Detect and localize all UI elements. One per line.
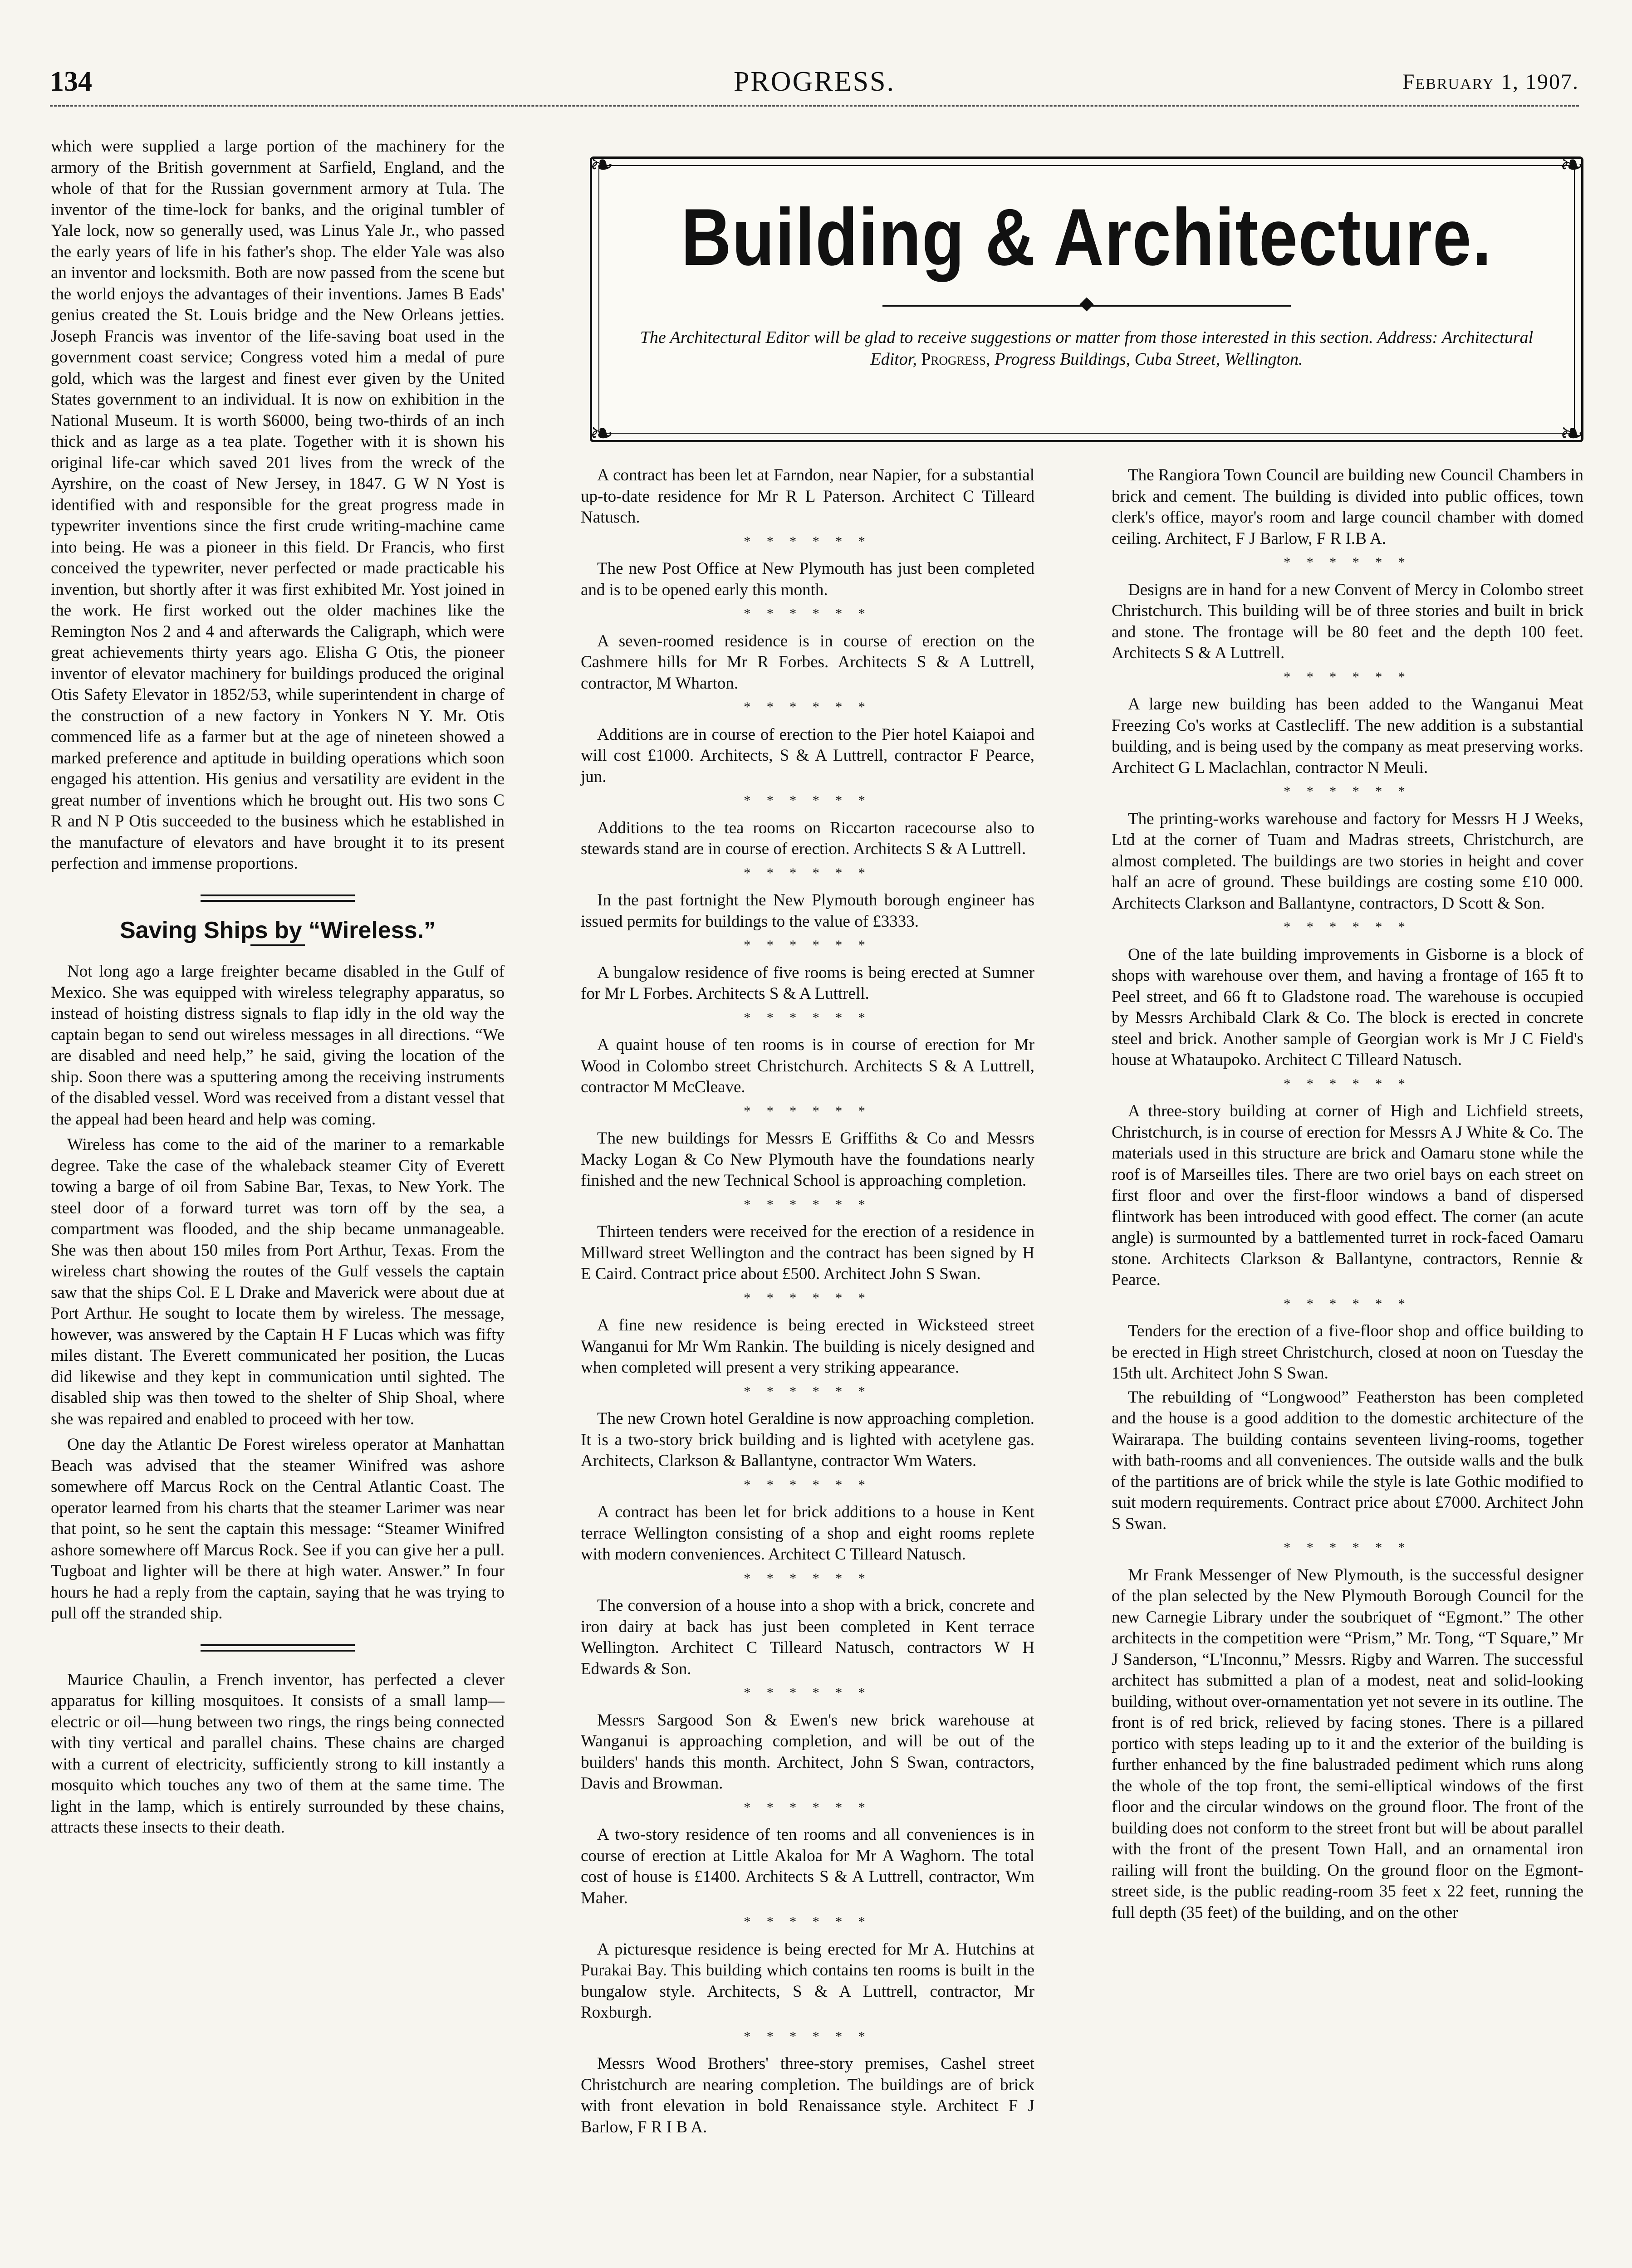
star-separator: * * * * * * — [1284, 919, 1411, 934]
article-continuation: which were supplied a large portion of the machinery for the armory of the British government at Sarfield, England, and the whole of that for the Russian government armory at Tula. The inventor of the time-lock for banks, and the original tumbler of Yale lock, now so generally used, was Linus Yale Jr., who passed the early years of life in his father's shop. The elder Yale was also an inventor and locksmith. Both are now passed from the scene but the world enjoys the advantages of their inventions. James B Eads' genius created the St. Louis bridge and the New Orleans jetties. Joseph Francis was inventor of the life-saving boat used in the government coast service; Congress voted him a medal of pure gold, which was the largest and finest ever given by the United States government to an individual. It is now on exhibition in the National Museum. It is worth $6000, being two-thirds of an inch thick and as large as a tea plate. Together with it is shown his original life-car which saved 201 lives from the wreck of the Ayrshire, on the coast of New Jersey, in 1847. G W N Yost is identified with and responsible for the great progress made in typewriter inventions since the first crude writing-machine came into being. He was a pioneer in this field. Dr Francis, who first conceived the typewriter, never perfected or made practicable his invention, but shortly after it was first exhibited Mr. Yost joined in the work. He first worked out the older machines like the Remington Nos 2 and 4 and afterwards the Caligraph, which were great achievements thirty years ago. Elisha G Otis, the pioneer inventor of elevator machinery for buildings produced the original Otis Safety Elevator in 1852/53, while superintendent in charge of the construction of a new factory in Yonkers N Y. Mr. Otis commenced life as a farmer but at the age of nineteen showed a marked preference and aptitude in building operations which soon engaged his attention. His genius and versatility are evident in the great number of inventions which he brought out. His two sons C R and N P Otis succeeded to the business which he established in the manufacture of elevators and have brought it to its present perfection and immense proportions. — [51, 137, 505, 873]
news-item: Tenders for the erection of a five-floor shop and office building to be erected in High street Christchurch, closed at noon on Tuesday the 15th ult. Architect John S Swan. — [1112, 1322, 1583, 1383]
news-item: The new buildings for Messrs E Griffiths & Co and Messrs Macky Logan & Co New Plymouth have the foundations nearly finished and the new Technical School is approaching completion. — [581, 1129, 1034, 1190]
section-banner — [589, 149, 1584, 450]
news-item: The new Post Office at New Plymouth has just been completed and is to be opened early this month. — [581, 559, 1034, 599]
news-item: Additions to the tea rooms on Riccarton racecourse also to stewards stand are in course of erection. Architects S & A Luttrell. — [581, 818, 1034, 858]
corner-flourish-icon: ❧ — [1559, 149, 1584, 181]
left-column — [51, 136, 505, 2268]
news-item: Messrs Wood Brothers' three-story premises, Cashel street Christchurch are nearing completion. The buildings are of brick with front elevation in bold Renaissance style. Architect F J Barlow, F R I B A. — [581, 2054, 1034, 2136]
news-item: Additions are in course of erection to the Pier hotel Kaiapoi and will cost £1000. Architects, S & A Luttrell, contractor F Pearce, jun. — [581, 725, 1034, 786]
ornament-divider — [592, 299, 1581, 313]
star-separator: * * * * * * — [744, 606, 872, 621]
corner-flourish-icon: ❧ — [1559, 417, 1584, 450]
news-item: Thirteen tenders were received for the erection of a residence in Millward street Wellington and the contract has been signed by H E Caird. Contract price about £500. Architect John S Swan. — [581, 1222, 1034, 1283]
star-separator: * * * * * * — [744, 2028, 872, 2044]
star-separator: * * * * * * — [744, 1290, 872, 1305]
star-separator: * * * * * * — [1284, 555, 1411, 570]
star-separator: * * * * * * — [744, 1570, 872, 1586]
double-rule-separator — [201, 894, 355, 902]
star-separator: * * * * * * — [744, 1197, 872, 1212]
news-item: A picturesque residence is being erected for Mr A. Hutchins at Purakai Bay. This building which contains ten rooms is built in the bungalow style. Architects, S & A Luttrell, contractor, Mr Roxburgh. — [581, 1940, 1034, 2022]
corner-flourish-icon: ❧ — [589, 149, 614, 181]
news-item: A contract has been let for brick additions to a house in Kent terrace Wellington consisting of a shop and eight rooms replete with modern conveniences. Architect C Tilleard Natusch. — [581, 1503, 1034, 1564]
star-separator: * * * * * * — [744, 699, 872, 714]
right-column — [1112, 465, 1583, 2268]
news-item: The rebuilding of “Longwood” Featherston has been completed and the house is a good addition to the domestic architecture of the Wairarapa. The building contains seventeen living-rooms, together with bath-rooms and all conveniences. The outside walls and the bulk of the partitions are of brick while the style is late Gothic modified to suit modern requirements. Contract price about £7000. Architect John S Swan. — [1112, 1388, 1583, 1533]
article-paragraph: Maurice Chaulin, a French inventor, has perfected a clever apparatus for killing mosquitoes. It consists of a small lamp—electric or oil—hung between two rings, the rings being connected with tiny vertical and parallel chains. These chains are charged with a current of electricity, sufficiently strong to kill instantly a mosquito which touches any two of them at the same time. The light in the lamp, which is entirely surrounded by these chains, attracts these insects to their death. — [51, 1670, 505, 1837]
star-separator: * * * * * * — [744, 533, 872, 549]
section-heading: Saving Ships by “Wireless.” — [120, 917, 436, 943]
star-separator: * * * * * * — [744, 1914, 872, 1929]
star-separator: * * * * * * — [744, 1477, 872, 1492]
news-item: The conversion of a house into a shop with a brick, concrete and iron dairy at back has just been completed in Kent terrace Wellington. Architect C Tilleard Natusch, contractors W H Edwards & Son. — [581, 1596, 1034, 1678]
star-separator: * * * * * * — [1284, 1076, 1411, 1091]
news-item: The new Crown hotel Geraldine is now approaching completion. It is a two-story brick building and is lighted with acetylene gas. Architects, Clarkson & Ballantyne, contractor Wm Waters. — [581, 1409, 1034, 1470]
star-separator: * * * * * * — [744, 865, 872, 880]
news-item: In the past fortnight the New Plymouth borough engineer has issued permits for buildings to the value of £3333. — [581, 891, 1034, 931]
page-number: 134 — [50, 66, 92, 97]
publication-title: PROGRESS. — [733, 66, 896, 97]
star-separator: * * * * * * — [744, 1383, 872, 1399]
banner-title: Building & Architecture. — [681, 192, 1492, 282]
star-separator: * * * * * * — [1284, 1296, 1411, 1311]
news-item: A large new building has been added to the Wanganui Meat Freezing Co's works at Castlecliff. The new addition is a substantial building, and is being used by the company as meat preserving works. Architect G L Maclachlan, contractor N Meuli. — [1112, 695, 1583, 777]
running-header — [50, 66, 1579, 109]
news-item: A two-story residence of ten rooms and all conveniences is in course of erection at Little Akaloa for Mr A Waghorn. The total cost of house is £1400. Architects S & A Luttrell, contractor, Wm Maher. — [581, 1825, 1034, 1907]
news-item: The Rangiora Town Council are building new Council Chambers in brick and cement. The building is divided into public offices, town clerk's office, mayor's room and large council chamber with domed ceiling. Architect, F J Barlow, F R I.B A. — [1112, 466, 1583, 548]
article-paragraph: Wireless has come to the aid of the mariner to a remarkable degree. Take the case of the whaleback steamer City of Everett towing a barge of oil from Sabine Bar, Texas, to New York. The steel door of a forward turret was torn off by the sea, a compartment was flooded, and the ship became unmanageable. She was then about 150 miles from Port Arthur, Texas. From the wireless chart showing the routes of the Gulf vessels the captain saw that the ships Col. E L Drake and Maverick were about due at Port Arthur. He sought to locate them by wireless. The message, however, was answered by the Captain H F Lucas which was fifty miles distant. The Everett communicated her position, the Lucas did likewise and they kept in communication until sighted. The disabled ship was then towed to the shelter of Ship Shoal, where she was repaired and enabled to proceed with her tow. — [51, 1135, 505, 1428]
star-separator: * * * * * * — [744, 1799, 872, 1815]
news-item: A seven-roomed residence is in course of erection on the Cashmere hills for Mr R Forbes. Architects S & A Luttrell, contractor, M Wharton. — [581, 631, 1034, 693]
short-rule — [250, 944, 305, 946]
star-separator: * * * * * * — [1284, 669, 1411, 684]
news-item: A three-story building at corner of High and Lichfield streets, Christchurch, is in course of erection for Messrs A J White & Co. The materials used in this structure are brick and Oamaru stone while the roof is of Marseilles tiles. There are two oriel bays on each street on first floor and over the first-floor windows a band of dispersed flintwork has been introduced with good effect. The corner (an acute angle) is surmounted by a battlemented turret in rock-faced Oamaru stone. Architects Clarkson & Ballantyne, contractors, Rennie & Pearce. — [1112, 1102, 1583, 1289]
news-item: A bungalow residence of five rooms is being erected at Sumner for Mr L Forbes. Architects S & A Luttrell. — [581, 963, 1034, 1003]
news-item: Messrs Sargood Son & Ewen's new brick warehouse at Wanganui is approaching completion, and will be out of the builders' hands this month. Architect, John S Swan, contractors, Davis and Browman. — [581, 1711, 1034, 1793]
news-item: The printing-works warehouse and factory for Messrs H J Weeks, Ltd at the corner of Tuam and Madras streets, Christchurch, are almost completed. The buildings are two stories in height and cover half an acre of ground. These buildings are costing some £10 000. Architects Clarkson and Ballantyne, contractors, D Scott & Son. — [1112, 809, 1583, 913]
corner-flourish-icon: ❧ — [589, 417, 614, 450]
news-item: Mr Frank Messenger of New Plymouth, is the successful designer of the plan selected by the New Plymouth Borough Council for the new Carnegie Library under the soubriquet of “Egmont.” The other architects in the competition were “Prism,” Mr. Tong, “T Square,” Mr J Sanderson, “L'Inconnu,” Messrs. Rigby and Warren. The successful architect has submitted a plan of a modest, neat and solid-looking building, without over-ornamentation yet not severe in its outline. The front is of red brick, relieved by facing stones. There is a pillared portico with steps leading up to it and the exterior of the building is further enhanced by the fine balustraded pediment which runs along the whole of the top front, the semi-elliptical windows of the first floor and the circular windows on the ground floor. The front of the building does not conform to the street front but will be about parallel with the front of the present Town Hall, and an ornamental iron railing will front the building. On the ground floor on the Egmont-street side, is the public reading-room 35 feet x 22 feet, running the full depth (35 feet) of the building, and on the other — [1112, 1565, 1583, 1922]
middle-column — [581, 465, 1034, 2268]
news-item: One of the late building improvements in Gisborne is a block of shops with warehouse over them, and having a frontage of 165 ft to Peel street, and 66 ft to Gladstone road. The warehouse is occupied by Messrs Archibald Clark & Co. The block is erected in concrete steel and brick. Another sample of Georgian work is Mr J C Field's house at Whataupoko. Architect C Tilleard Natusch. — [1112, 945, 1583, 1069]
diamond-icon — [1079, 297, 1093, 311]
star-separator: * * * * * * — [744, 1685, 872, 1700]
news-item: A fine new residence is being erected in Wicksteed street Wanganui for Mr Wm Rankin. The building is nicely designed and when completed will present a very striking appearance. — [581, 1316, 1034, 1377]
star-separator: * * * * * * — [744, 938, 872, 953]
news-item: Designs are in hand for a new Convent of Mercy in Colombo street Christchurch. This building will be of three stories and built in brick and stone. The frontage will be 80 feet and the depth 100 feet. Architects S & A Luttrell. — [1112, 580, 1583, 662]
news-item: A quaint house of ten rooms is in course of erection for Mr Wood in Colombo street Christchurch. Architects S & A Luttrell, contractor M McCleave. — [581, 1036, 1034, 1096]
issue-date: February 1, 1907. — [1402, 70, 1579, 94]
article-paragraph: Not long ago a large freighter became disabled in the Gulf of Mexico. She was equipped with wireless telegraphy apparatus, so instead of hoisting distress signals to flap idly in the old way the captain began to send out wireless messages in all directions. “We are disabled and need help,” he said, giving the location of the ship. Soon there was a sputtering among the receiving instruments of the disabled vessel. Word was received from a distant vessel that the appeal had been heard and help was coming. — [51, 962, 505, 1129]
star-separator: * * * * * * — [1284, 784, 1411, 799]
star-separator: * * * * * * — [744, 1103, 872, 1119]
star-separator: * * * * * * — [744, 793, 872, 808]
article-paragraph: One day the Atlantic De Forest wireless operator at Manhattan Beach was advised that the steamer Winifred was ashore somewhere off Marcus Rock on the Central Atlantic Coast. The operator learned from his charts that the steamer Larimer was near that point, so he sent the captain this message: “Steamer Winifred ashore somewhere off Marcus Rock. See if you can give her a pull. Tugboat and lighter will be there at high water. Answer.” In four hours he had a reply from the captain, saying that he was trying to pull off the stranded ship. — [51, 1435, 505, 1623]
star-separator: * * * * * * — [1284, 1540, 1411, 1555]
header-rule — [50, 105, 1579, 107]
double-rule-separator — [201, 1644, 355, 1652]
editor-note: The Architectural Editor will be glad to receive suggestions or matter from those interested in this section. Address: Architectural Editor, Progress, Progress Buildings, Cuba Street, Wellington. — [640, 328, 1534, 369]
news-item: A contract has been let at Farndon, near Napier, for a substantial up-to-date residence for Mr R L Paterson. Architect C Tilleard Natusch. — [581, 466, 1034, 527]
star-separator: * * * * * * — [744, 1010, 872, 1025]
